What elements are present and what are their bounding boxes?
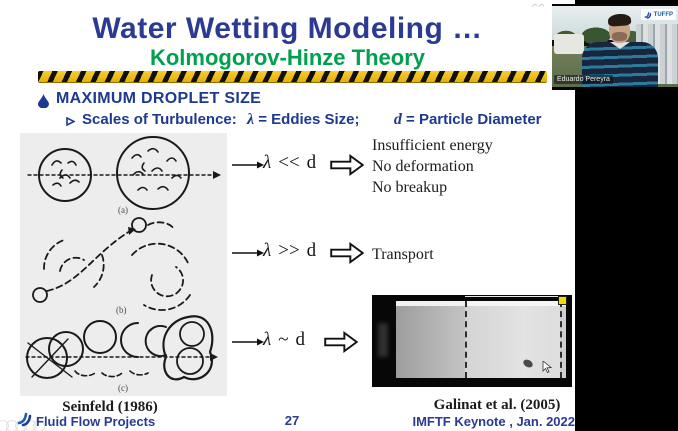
corner-artifact [531,1,545,9]
keynote-credit: IMFTF Keynote , Jan. 2022 [412,414,575,429]
arrowhead-icon [66,117,75,126]
speaker-beard [612,32,627,41]
photo-pipe-region [396,301,566,378]
result-line: No deformation [372,158,474,175]
webcam-tank [554,34,584,54]
webcam-logo-badge [641,9,676,20]
block-right-arrow-icon [330,154,364,176]
d: d [306,240,317,261]
thin-right-arrow-icon [232,160,264,170]
operator: ~ [278,329,289,350]
row1-results [372,135,493,198]
figure-label-a: (a) [118,205,128,215]
relation-row1 [263,152,316,174]
yellow-marker [558,296,567,305]
result-line: No breakup [372,179,448,196]
d: d [295,329,306,350]
experiment-photo [372,295,572,387]
dashed-measure-line [465,301,467,378]
figure-label-c: (c) [118,383,128,393]
operator: << [278,152,300,173]
page-number: 27 [284,413,300,428]
operator: >> [278,240,300,261]
swirl-logo-icon [644,11,652,19]
block-right-arrow-icon [324,331,358,353]
lambda: λ [263,329,272,350]
relation-row2 [263,240,316,262]
d-definition: = Particle Diameter [406,111,542,128]
experiment-caption: Galinat et al. (2005) [433,397,561,413]
thin-right-arrow-icon [232,248,264,258]
lambda-symbol: λ [246,111,255,128]
section-heading: MAXIMUM DROPLET SIZE [56,90,262,107]
slide-subtitle: Kolmogorov-Hinze Theory [149,45,425,70]
row2-results [372,244,434,265]
result-line: Insufficient energy [372,137,493,154]
d: d [306,152,317,173]
droplet-icon [38,94,49,108]
d-symbol: d [393,111,402,128]
cursor-icon [542,361,552,373]
lambda: λ [263,240,272,261]
lambda-definition: = Eddies Size; [258,111,360,128]
figure-caption: Seinfeld (1986) [62,399,158,415]
speaker-hair [608,13,632,27]
lambda: λ [263,152,272,173]
dashed-measure-line [560,301,562,378]
photo-top-line [465,296,565,297]
sub-bullet [82,111,542,129]
participant-name-label: Eduardo Pereyra [554,75,613,84]
block-right-arrow-icon [330,242,364,264]
brand-name: Fluid Flow Projects [36,414,156,429]
result-line: Transport [372,246,434,263]
hazard-divider [38,71,547,83]
scales-label: Scales of Turbulence: [82,111,237,128]
webcam-logo-text: TUFFP [653,11,673,18]
thin-right-arrow-icon [232,337,264,347]
figure-label-b: (b) [116,305,127,315]
relation-row3 [263,329,305,351]
webcam-video[interactable] [552,4,678,90]
swirl-logo-icon [16,410,33,427]
eddy-diagram-figure [20,133,227,396]
photo-smudge [378,323,388,357]
slide-title: Water Wetting Modeling … [92,12,483,45]
